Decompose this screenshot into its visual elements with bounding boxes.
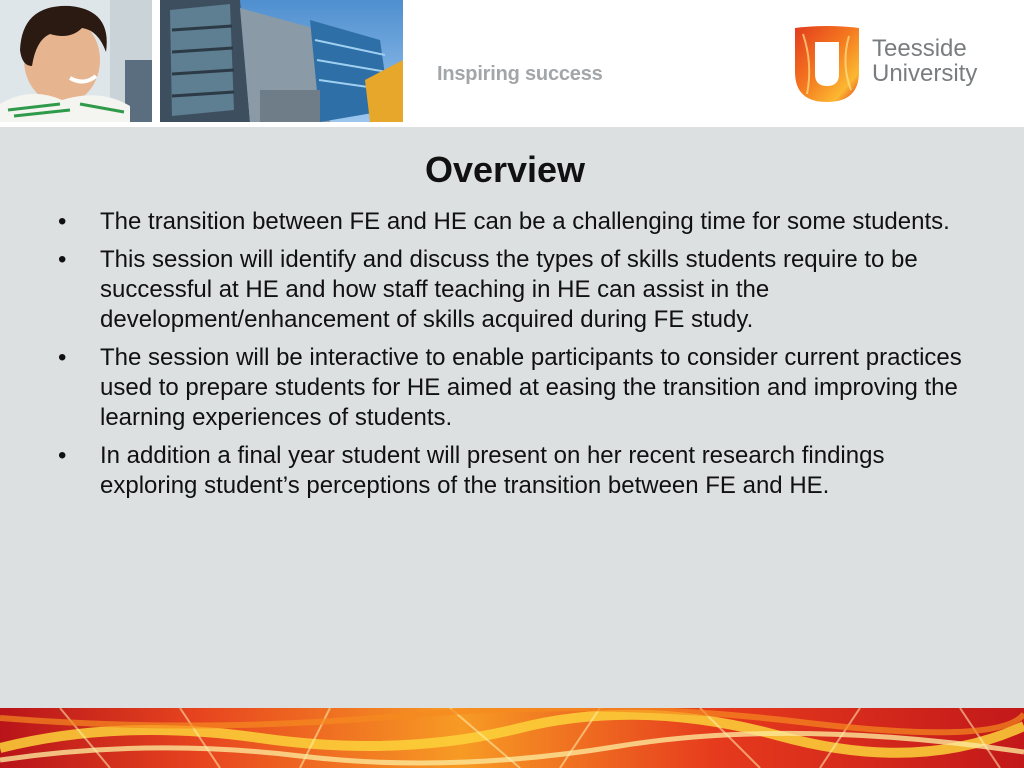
flame-banner [0, 708, 1024, 768]
bullet-text: In addition a final year student will present on her recent research findings exploring student’s perceptions of the transition between FE and HE. [100, 442, 885, 499]
bullet-item [58, 441, 968, 501]
bullet-text: This session will identify and discuss the types of skills students require to be successful at HE and how staff teaching in HE can assist in the development/enhancement of skills acquired during FE study. [100, 246, 918, 333]
logo-line1: Teesside [872, 35, 967, 62]
header-banner [0, 0, 1024, 127]
teesside-logo-icon [793, 24, 861, 104]
bullet-dot-icon: • [58, 246, 67, 273]
slide-content [0, 127, 1024, 708]
tagline: Inspiring success [437, 63, 603, 85]
bullet-dot-icon: • [58, 208, 67, 235]
university-name [872, 36, 977, 86]
bullet-item [58, 343, 968, 433]
bullet-dot-icon: • [58, 442, 67, 469]
slide-title: Overview [424, 149, 586, 190]
bullet-item [58, 245, 968, 335]
bullet-list [58, 207, 968, 509]
logo-line2: University [872, 60, 978, 87]
bullet-text: The transition between FE and HE can be a challenging time for some students. [100, 208, 950, 235]
bullet-text: The session will be interactive to enable participants to consider current practices used to prepare students for HE aimed at easing the transition and improving the learning experiences of students. [100, 344, 962, 431]
bullet-item [58, 207, 968, 237]
building-photo [160, 0, 403, 122]
bullet-dot-icon: • [58, 344, 67, 371]
student-photo [0, 0, 152, 122]
